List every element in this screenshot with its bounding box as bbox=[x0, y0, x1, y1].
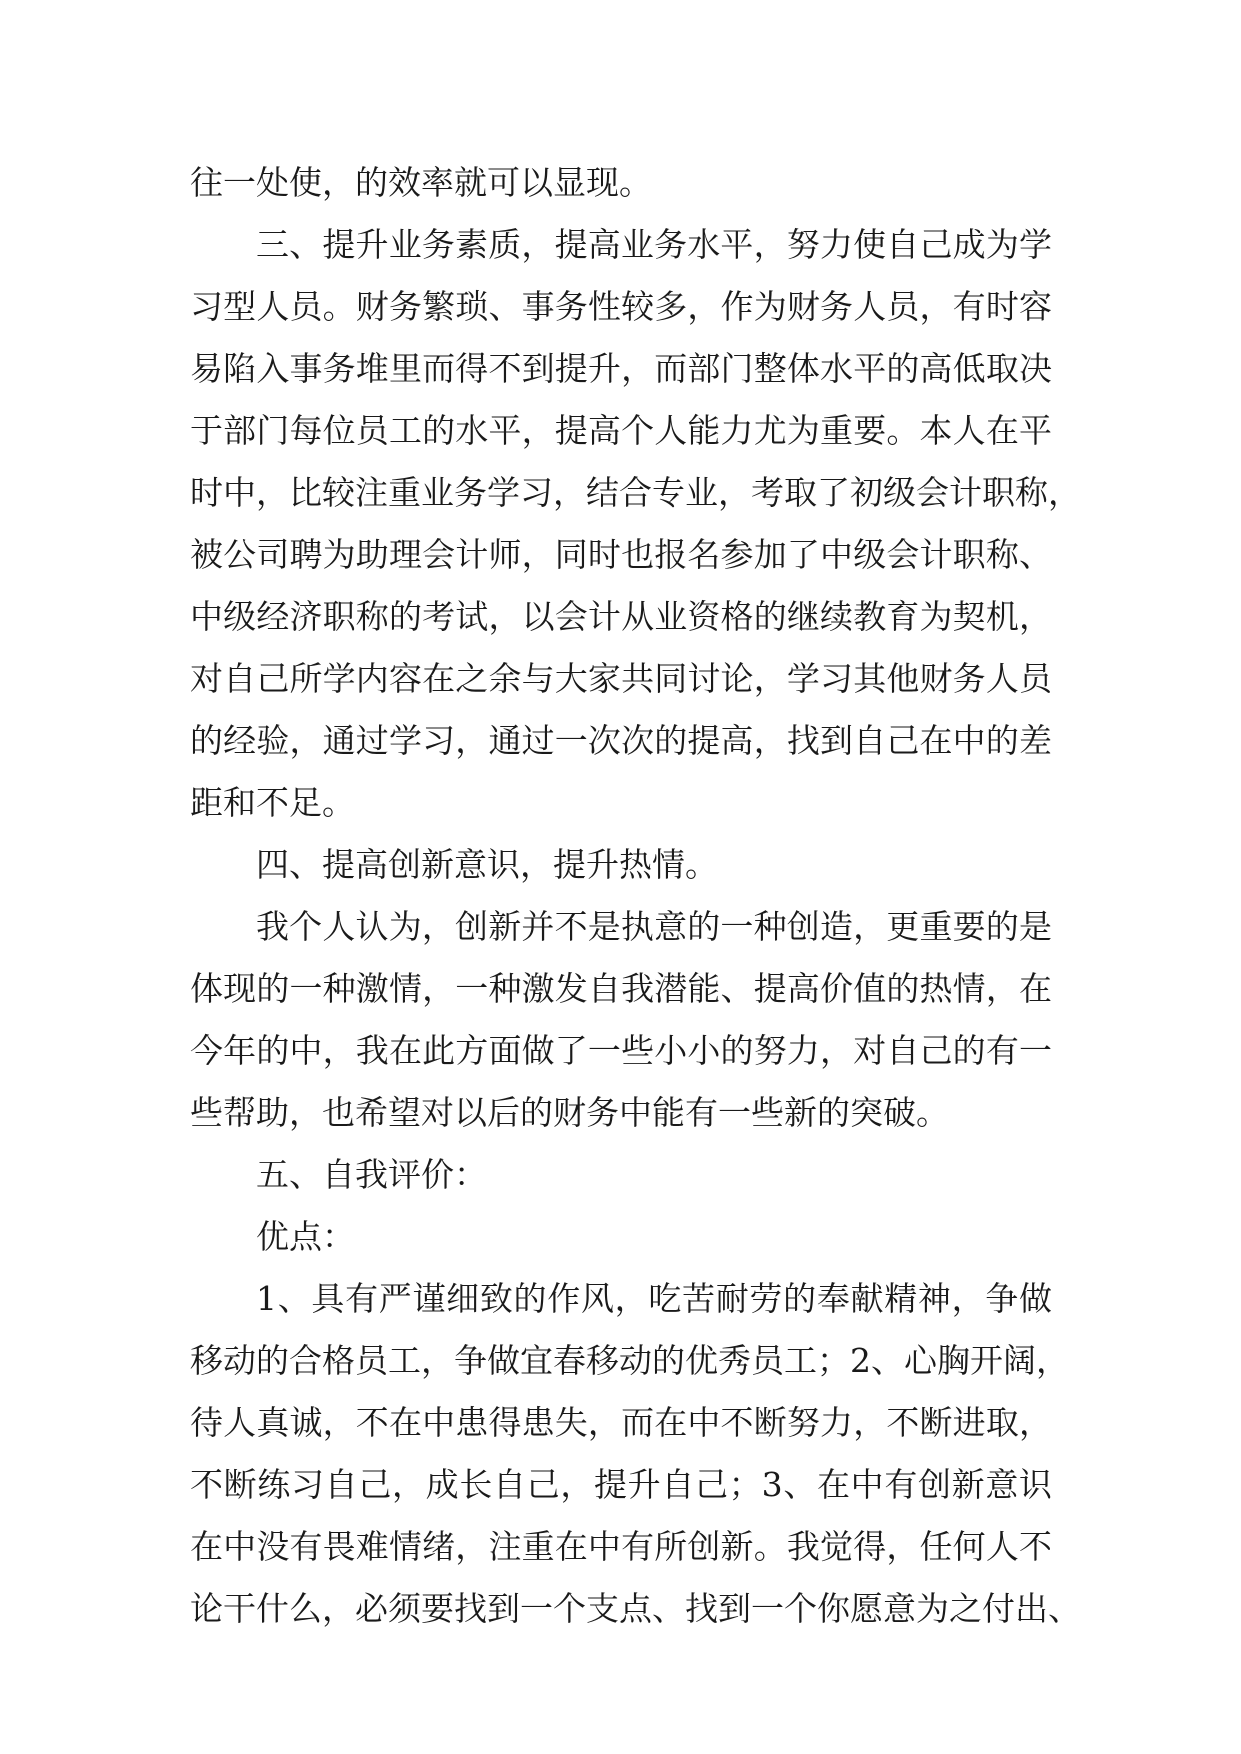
paragraph-line: 中级经济职称的考试，以会计从业资格的继续教育为契机， bbox=[190, 597, 1052, 636]
section-heading-line: 四、提高创新意识，提升热情。 bbox=[256, 845, 718, 884]
paragraph-line: 体现的一种激情，一种激发自我潜能、提高价值的热情，在 bbox=[190, 969, 1052, 1008]
paragraph-line: 不断练习自己，成长自己，提升自己；3、在中有创新意识 bbox=[190, 1465, 1052, 1504]
paragraph-line: 时中，比较注重业务学习，结合专业，考取了初级会计职称， bbox=[190, 473, 1081, 512]
paragraph-line: 1、具有严谨细致的作风，吃苦耐劳的奉献精神，争做 bbox=[256, 1279, 1052, 1318]
paragraph-line: 在中没有畏难情绪，注重在中有所创新。我觉得，任何人不 bbox=[190, 1527, 1052, 1566]
paragraph-line: 往一处使，的效率就可以显现。 bbox=[190, 163, 652, 202]
subheading-line: 优点： bbox=[256, 1217, 355, 1256]
paragraph-line: 习型人员。财务繁琐、事务性较多，作为财务人员，有时容 bbox=[190, 287, 1052, 326]
paragraph-line: 对自己所学内容在之余与大家共同讨论，学习其他财务人员 bbox=[190, 659, 1052, 698]
paragraph-line: 论干什么，必须要找到一个支点、找到一个你愿意为之付出、 bbox=[190, 1589, 1081, 1628]
paragraph-line: 的经验，通过学习，通过一次次的提高，找到自己在中的差 bbox=[190, 721, 1052, 760]
paragraph-line: 我个人认为，创新并不是执意的一种创造，更重要的是 bbox=[256, 907, 1052, 946]
paragraph-line: 移动的合格员工，争做宜春移动的优秀员工；2、心胸开阔， bbox=[190, 1341, 1069, 1380]
paragraph-line: 易陷入事务堆里而得不到提升，而部门整体水平的高低取决 bbox=[190, 349, 1052, 388]
section-heading-line: 五、自我评价： bbox=[256, 1155, 487, 1194]
paragraph-line: 今年的中，我在此方面做了一些小小的努力，对自己的有一 bbox=[190, 1031, 1052, 1070]
paragraph-line: 于部门每位员工的水平，提高个人能力尤为重要。本人在平 bbox=[190, 411, 1052, 450]
document-body bbox=[190, 152, 1081, 1640]
paragraph-line: 待人真诚，不在中患得患失，而在中不断努力，不断进取， bbox=[190, 1403, 1052, 1442]
paragraph-line: 被公司聘为助理会计师，同时也报名参加了中级会计职称、 bbox=[190, 535, 1052, 574]
paragraph-line: 距和不足。 bbox=[190, 783, 355, 822]
section-heading-line: 三、提升业务素质，提高业务水平，努力使自己成为学 bbox=[256, 225, 1052, 264]
paragraph-line: 些帮助，也希望对以后的财务中能有一些新的突破。 bbox=[190, 1093, 949, 1132]
